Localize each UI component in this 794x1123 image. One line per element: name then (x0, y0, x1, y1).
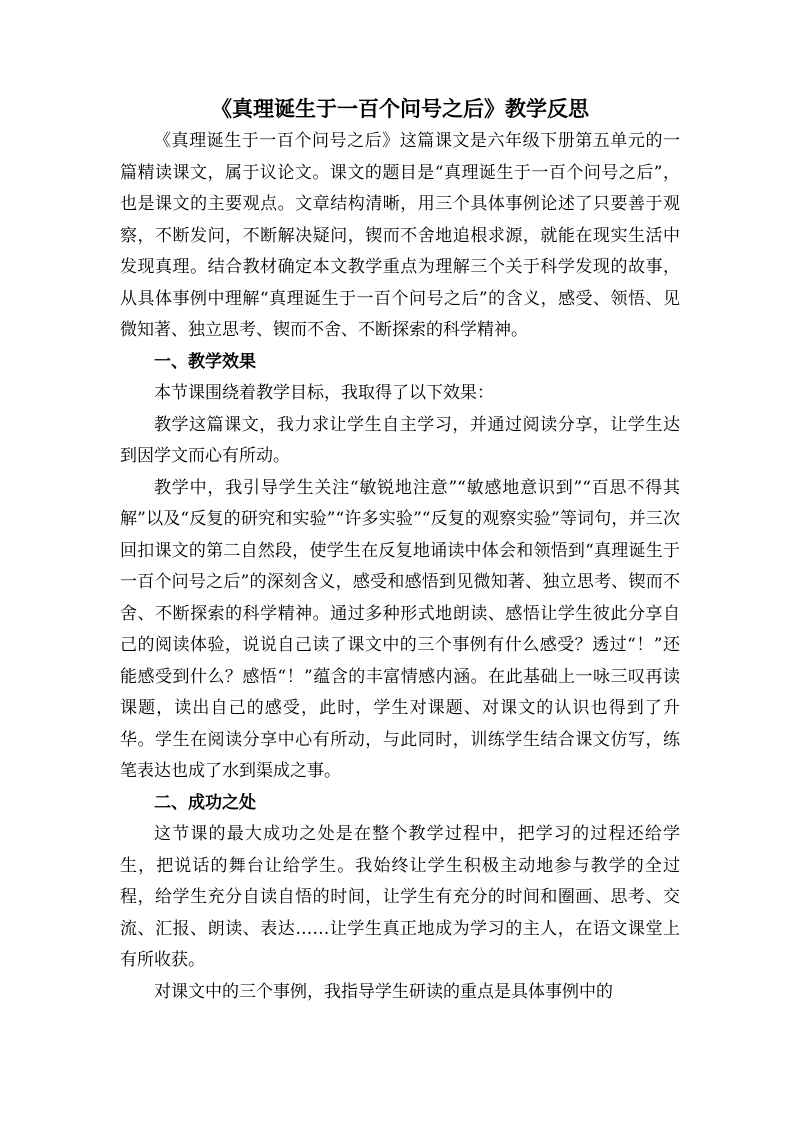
document-page (120, 92, 680, 1008)
teaching-process-paragraph: 教学中，我引导学生关注“敏锐地注意”“敏感地意识到”“百思不得其解”以及“反复的研究和实验”“许多实验”“反复的观察实验”等词句，并三次回扣课文的第二自然段，使学生在反复地诵读中体会和领悟到“真理诞生于一百个问号之后”的深刻含义，感受和感悟到见微知著、独立思考、锲而不舍、不断探索的科学精神。通过多种形式地朗读、感悟让学生彼此分享自己的阅读体验，说说自己读了课文中的三个事例有什么感受？透过“！”还能感受到什么？感悟“！”蕴含的丰富情感内涵。在此基础上一咏三叹再读课题，读出自己的感受，此时，学生对课题、对课文的认识也得到了升华。学生在阅读分享中心有所动，与此同时，训练学生结合课文仿写，练笔表达也成了水到渠成之事。 (120, 477, 680, 781)
three-examples-paragraph: 对课文中的三个事例，我指导学生研读的重点是具体事例中的 (154, 981, 613, 1002)
effect-summary-paragraph: 本节课围绕着教学目标，我取得了以下效果： (154, 383, 494, 403)
section-heading-success: 二、成功之处 (154, 792, 256, 813)
intro-paragraph: 《真理诞生于一百个问号之后》这篇课文是六年级下册第五单元的一篇精读课文，属于议论文。课文的题目是“真理诞生于一百个问号之后”，也是课文的主要观点。文章结构清晰，用三个具体事例论述了只要善于观察，不断发问，不断解决疑问，锲而不舍地追根求源，就能在现实生活中发现真理。结合教材确定本文教学重点为理解三个关于科学发现的故事，从具体事例中理解“真理诞生于一百个问号之后”的含义，感受、领悟、见微知著、独立思考、锲而不舍、不断探索的科学精神。 (120, 131, 680, 340)
document-title: 《真理诞生于一百个问号之后》教学反思 (211, 96, 589, 121)
success-paragraph: 这节课的最大成功之处是在整个教学过程中，把学习的过程还给学生，把说话的舞台让给学生。我始终让学生积极主动地参与教学的全过程，给学生充分自读自悟的时间，让学生有充分的时间和圈画、思考、交流、汇报、朗读、表达……让学生真正地成为学习的主人，在语文课堂上有所收获。 (120, 824, 680, 970)
section-heading-teaching-effect: 一、教学效果 (154, 351, 256, 372)
self-study-paragraph: 教学这篇课文，我力求让学生自主学习，并通过阅读分享，让学生达到因学文而心有所动。 (120, 414, 680, 466)
